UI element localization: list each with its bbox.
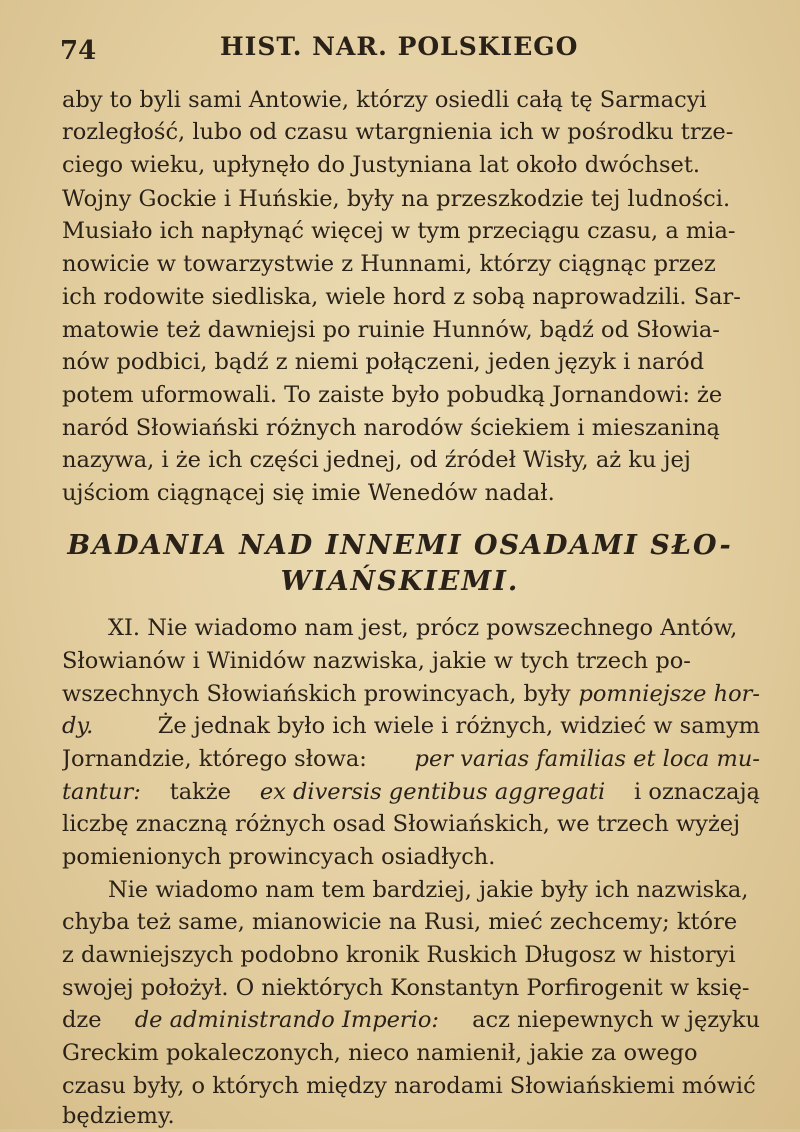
section-title-line2: WIAŃSKIEMI. — [280, 566, 520, 597]
text-line: Słowianów i Winidów nazwiska, jakie w tych trzech po- — [62, 648, 691, 674]
text-line: nów podbici, bądź z niemi połączeni, jeden język i naród — [62, 349, 705, 375]
text-line: naród Słowiański różnych narodów ściekiem i mieszaniną — [62, 415, 720, 441]
text-line: z dawniejszych podobno kronik Ruskich Długosz w historyi — [62, 942, 736, 968]
text-line: dy. Że jednak było ich wiele i różnych, widzieć w samym — [62, 713, 760, 739]
text-line: czasu były, o których między narodami Słowiańskiemi mówić — [62, 1073, 756, 1099]
text-line: będziemy. — [62, 1103, 175, 1129]
text-line: Nie wiadomo nam tem bardziej, jakie były ich nazwiska, — [108, 877, 749, 903]
text-line: nowicie w towarzystwie z Hunnami, którzy ciągnąc przez — [62, 251, 716, 277]
text-line: ich rodowite siedliska, wiele hord z sobą naprowadzili. Sar- — [62, 284, 741, 310]
text-line: chyba też same, mianowicie na Rusi, mieć zechcemy; które — [62, 909, 738, 935]
text-line: tantur: także ex diversis gentibus aggregati i oznaczają — [62, 779, 760, 805]
text-line: dze de administrando Imperio: acz niepewnych w języku — [62, 1007, 760, 1033]
text-line: Jornandzie, którego słowa: per varias familias et loca mu- — [62, 746, 760, 772]
page-header — [60, 28, 760, 68]
text-line: potem uformowali. To zaiste było pobudką Jornandowi: że — [62, 382, 723, 408]
text-line: liczbę znaczną różnych osad Słowiańskich, we trzech wyżej — [62, 811, 741, 837]
text-line: aby to byli sami Antowie, którzy osiedli całą tę Sarmacyi — [62, 87, 707, 113]
page-number: 74 — [60, 36, 97, 66]
text-line: Musiało ich napłynąć więcej w tym przeciągu czasu, a mia- — [62, 218, 736, 244]
text-line: ciego wieku, upłynęło do Justyniana lat około dwóchset. — [62, 152, 701, 178]
text-line: rozległość, lubo od czasu wtargnienia ich w pośrodku trze- — [62, 119, 734, 145]
text-line: ujściom ciągnącej się imie Wenedów nadał. — [62, 480, 555, 506]
text-line: matowie też dawniejsi po ruinie Hunnów, bądź od Słowia- — [62, 317, 720, 343]
text-line: Wojny Gockie i Huńskie, były na przeszkodzie tej ludności. — [62, 186, 731, 212]
text-line: swojej położył. O niektórych Konstantyn Porfirogenit w księ- — [62, 975, 750, 1001]
section-title-line1: BADANIA NAD INNEMI OSADAMI SŁO- — [67, 530, 733, 561]
text-line: pomienionych prowincyach osiadłych. — [62, 844, 496, 870]
text-line: wszechnych Słowiańskich prowincyach, były pomniejsze hor- — [62, 681, 760, 707]
text-line: nazywa, i że ich części jednej, od źródeł Wisły, aż ku jej — [62, 447, 691, 473]
text-line: XI. Nie wiadomo nam jest, prócz powszechnego Antów, — [108, 615, 738, 641]
running-head: HIST. NAR. POLSKIEGO — [220, 32, 579, 61]
text-line: Greckim pokaleczonych, nieco namienił, jakie za owego — [62, 1040, 698, 1066]
